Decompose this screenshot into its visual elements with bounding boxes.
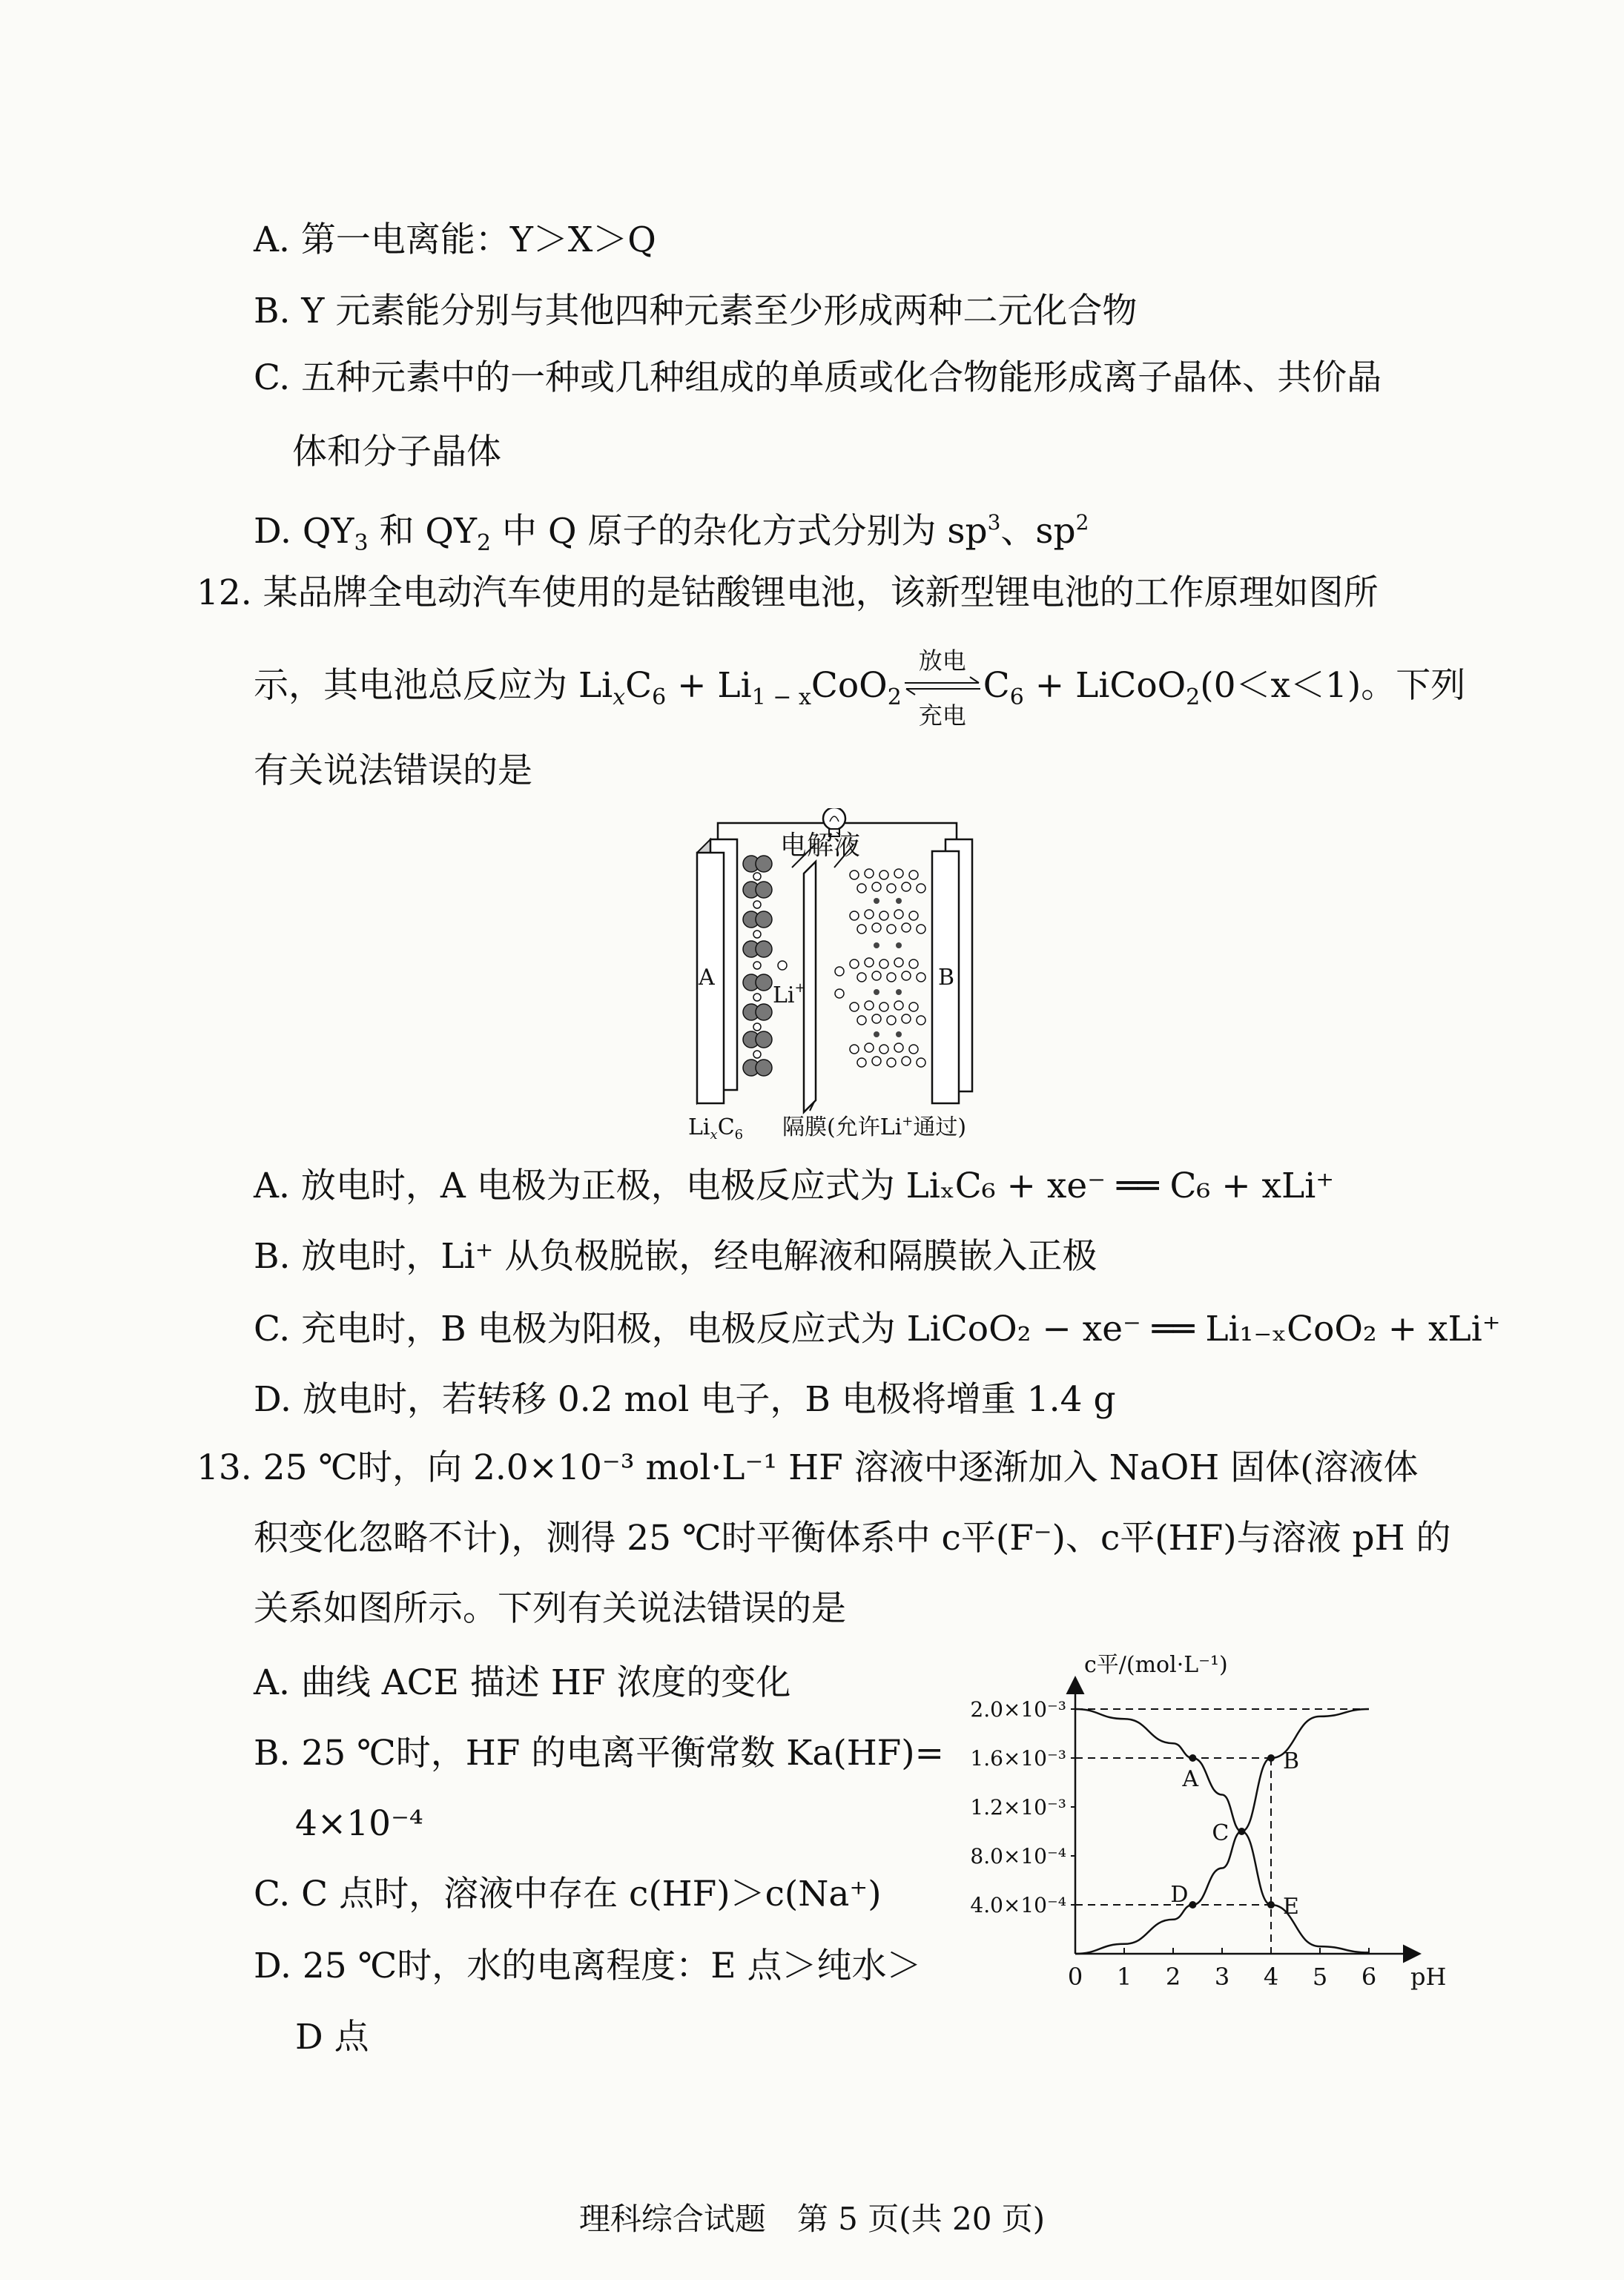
electrode-a-label: A [699, 965, 715, 991]
q13-option-a: A. 曲线 ACE 描述 HF 浓度的变化 [254, 1662, 791, 1703]
q11-d-sub: 3 [354, 530, 369, 556]
point-label-D: D [1170, 1882, 1189, 1908]
q11-d-text: 中 Q 原子的杂化方式分别为 sp [491, 511, 988, 552]
y-tick-label: 1.2×10⁻³ [970, 1795, 1066, 1820]
arrow-bottom-label: 充电 [918, 701, 966, 730]
q12-option-b: B. 放电时，Li⁺ 从负极脱嵌，经电解液和隔膜嵌入正极 [254, 1236, 1097, 1277]
x-tick-label: 5 [1312, 1963, 1328, 1991]
q11-d-sub: 2 [477, 530, 492, 556]
membrane-sup: + [902, 1114, 914, 1129]
x-tick-label: 1 [1116, 1963, 1132, 1991]
q13-stem-line3: 关系如图所示。下列有关说法错误的是 [254, 1588, 846, 1629]
x-axis-label: pH [1410, 1963, 1447, 1991]
anode-text: Li [688, 1114, 710, 1140]
q11-option-d [254, 500, 1089, 566]
chart-points [1189, 1754, 1275, 1909]
q13-option-b-line2: 4×10⁻⁴ [295, 1803, 423, 1844]
q11-d-text: 和 QY [368, 511, 477, 552]
q12-sub: 2 [1186, 684, 1201, 710]
membrane-label [782, 1114, 966, 1140]
point-A [1189, 1754, 1196, 1762]
q11-d-text: 、sp [1000, 511, 1076, 552]
q12-text: + LiCoO [1023, 665, 1186, 706]
q12-text: CoO [811, 665, 888, 706]
point-D [1189, 1901, 1196, 1909]
anode-formula [688, 1114, 743, 1142]
reaction-arrow [902, 647, 983, 730]
point-B [1267, 1754, 1275, 1762]
q11-option-a: A. 第一电离能：Y＞X＞Q [254, 219, 656, 260]
anode-sub: x [710, 1127, 718, 1142]
q12-option-a: A. 放电时，A 电极为正极，电极反应式为 LiₓC₆ + xe⁻ ══ C₆ + xLi⁺ [254, 1166, 1335, 1206]
point-label-A: A [1182, 1766, 1199, 1792]
q12-text: (0＜x＜1)。下列 [1200, 665, 1466, 706]
q12-sub: x [613, 684, 626, 710]
q13-option-b-line1: B. 25 ℃时，HF 的电离平衡常数 Ka(HF)= [254, 1733, 945, 1774]
q11-d-sup: 3 [987, 510, 1001, 535]
y-tick-label: 1.6×10⁻³ [970, 1746, 1066, 1771]
battery-diagram [682, 808, 1031, 1142]
point-E [1267, 1901, 1275, 1909]
point-label-E: E [1283, 1894, 1299, 1920]
point-C [1238, 1828, 1245, 1835]
q12-text: + Li [666, 665, 752, 706]
q13-stem-line2: 积变化忽略不计)，测得 25 ℃时平衡体系中 c平(F⁻)、c平(HF)与溶液 pH 的 [254, 1518, 1451, 1559]
q11-option-c-line2: 体和分子晶体 [292, 432, 501, 472]
chart-axes [1071, 1679, 1418, 1954]
q12-stem-line1: 12. 某品牌全电动汽车使用的是钴酸锂电池，该新型锂电池的工作原理如图所 [197, 572, 1379, 613]
electrolyte-label: 电解液 [780, 830, 861, 861]
anode-sub: 6 [734, 1127, 744, 1142]
q12-text: 示，其电池总反应为 Li [254, 665, 613, 706]
x-tick-label: 6 [1361, 1963, 1377, 1991]
cobalt-oxide-layers [850, 869, 925, 1067]
q11-d-sup: 2 [1075, 510, 1089, 535]
q12-option-c: C. 充电时，B 电极为阳极，电极反应式为 LiCoO₂ − xe⁻ ══ Li₁₋ₓCoO₂ + xLi⁺ [254, 1309, 1501, 1349]
y-axis-label: c平/(mol·L⁻¹) [1084, 1653, 1228, 1678]
chart-labels [970, 1653, 1446, 1991]
q12-sub: 2 [887, 684, 902, 710]
membrane-text: 隔膜(允许Li [782, 1114, 902, 1140]
x-tick-label: 2 [1165, 1963, 1181, 1991]
q12-stem-line2 [254, 647, 1466, 730]
page-footer: 理科综合试题 第 5 页(共 20 页) [578, 2201, 1046, 2237]
li-ion-sup: + [794, 980, 806, 996]
q12-sub: 6 [1009, 684, 1024, 710]
q12-sub: 6 [652, 684, 667, 710]
x-tick-label: 3 [1214, 1963, 1230, 1991]
concentration-chart [957, 1653, 1461, 2002]
x-tick-label: 0 [1067, 1963, 1083, 1991]
li-ion-label [773, 980, 806, 1008]
y-tick-label: 2.0×10⁻³ [970, 1697, 1066, 1722]
arrow-top-label: 放电 [918, 647, 966, 675]
electrode-b-label: B [938, 965, 955, 991]
y-tick-label: 8.0×10⁻⁴ [970, 1844, 1066, 1868]
q12-stem-line3: 有关说法错误的是 [254, 750, 532, 791]
anode-text: C [717, 1114, 735, 1140]
membrane-text: 通过) [913, 1114, 967, 1140]
q12-option-d: D. 放电时，若转移 0.2 mol 电子，B 电极将增重 1.4 g [254, 1379, 1116, 1420]
point-label-B: B [1283, 1748, 1300, 1774]
q11-option-c-line1: C. 五种元素中的一种或几种组成的单质或化合物能形成离子晶体、共价晶 [254, 357, 1382, 398]
x-tick-label: 4 [1263, 1963, 1279, 1991]
q13-option-d-line1: D. 25 ℃时，水的电离程度：E 点＞纯水＞ [254, 1946, 922, 1986]
q13-stem-line1: 13. 25 ℃时，向 2.0×10⁻³ mol·L⁻¹ HF 溶液中逐渐加入 NaOH 固体(溶液体 [197, 1447, 1419, 1488]
q13-option-c: C. C 点时，溶液中存在 c(HF)＞c(Na⁺) [254, 1874, 882, 1914]
li-ion-text: Li [773, 982, 795, 1008]
q12-text: C [983, 665, 1010, 706]
q13-option-d-line2: D 点 [295, 2017, 369, 2058]
y-tick-label: 4.0×10⁻⁴ [970, 1893, 1066, 1917]
q11-d-text: D. QY [254, 511, 354, 552]
q11-option-b: B. Y 元素能分别与其他四种元素至少形成两种二元化合物 [254, 291, 1138, 331]
q12-sub: 1 − x [751, 684, 811, 710]
q12-text: C [625, 665, 653, 706]
point-label-C: C [1212, 1820, 1229, 1846]
